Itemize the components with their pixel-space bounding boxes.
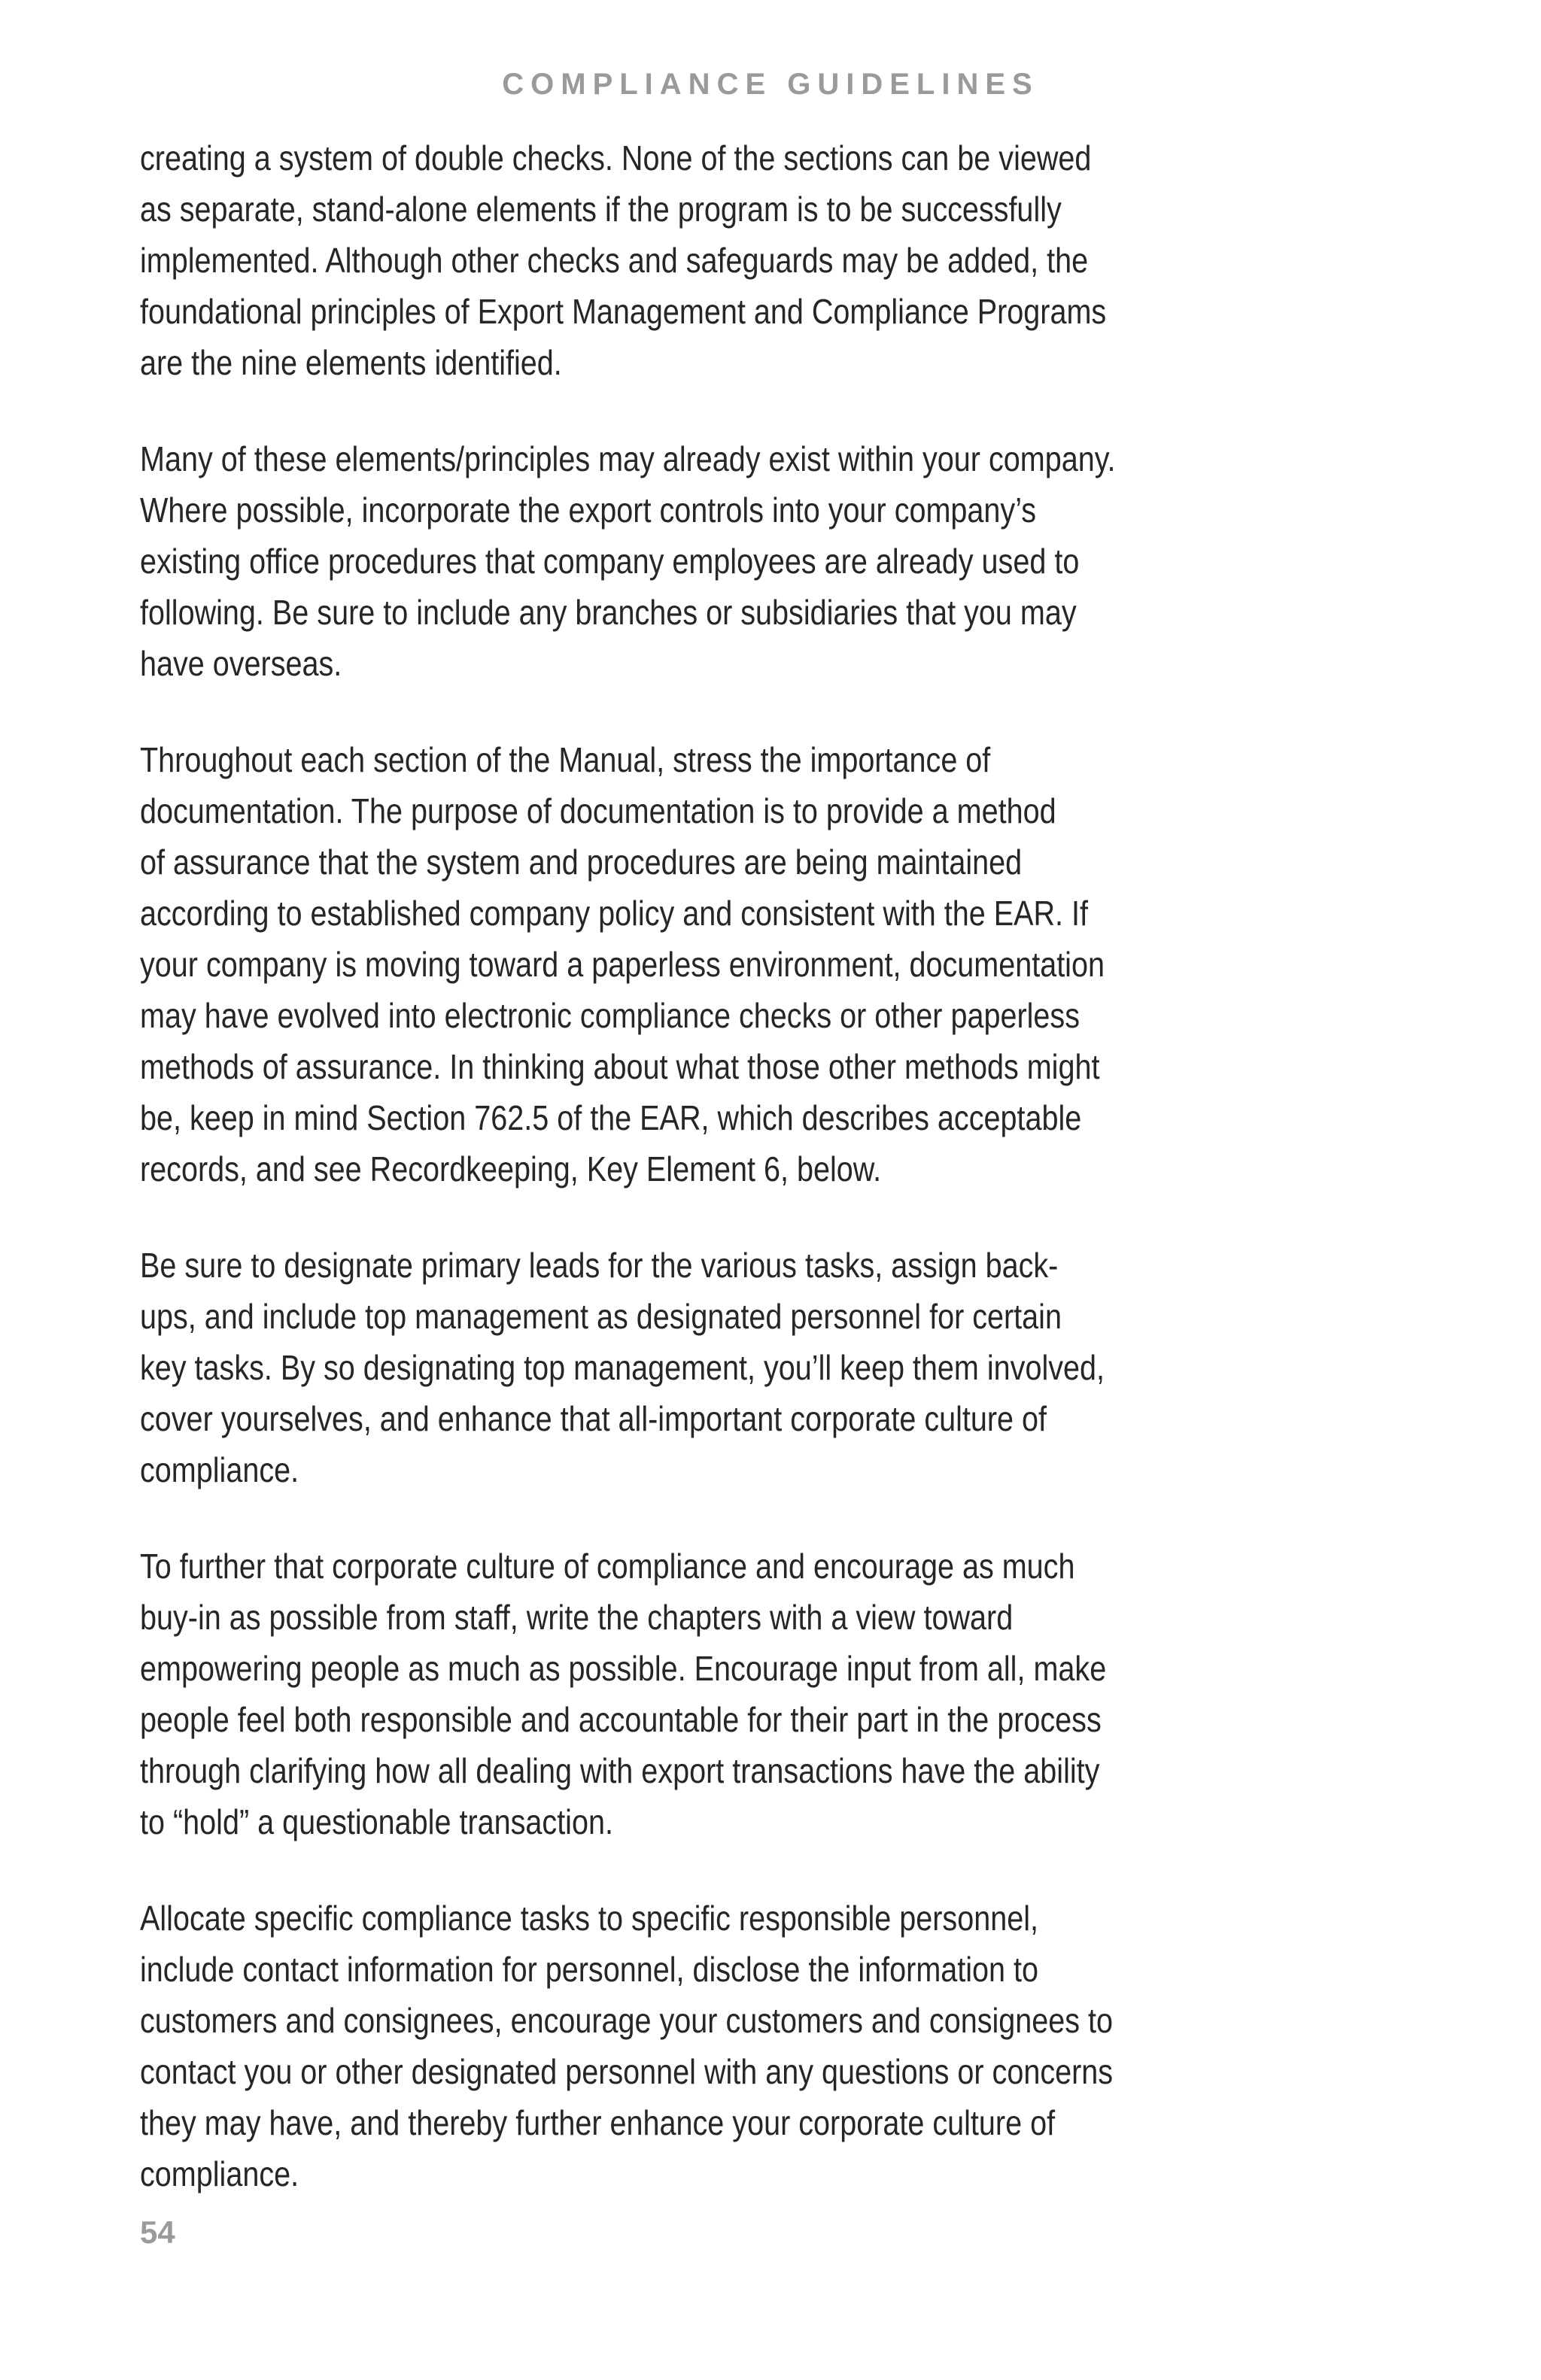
paragraph-3: Throughout each section of the Manual, stress the importance of documentation. The purpose of documentation is to provide a method of assurance that the system and procedures are being maintained according to established company policy and consistent with the EAR. If your company is moving toward a paperless environment, documentation may have evolved into electronic compliance checks or other paperless methods of assurance. In thinking about what those other methods might be, keep in mind Section 762.5 of the EAR, which describes acceptable records, and see Recordkeeping, Key Element 6, below.: [140, 740, 1105, 1188]
body-text: [140, 132, 1392, 2245]
paragraph-2: Many of these elements/principles may already exist within your company. Where possible, incorporate the export controls into your company’s existing office procedures that company employees are already used to following. Be sure to include any branches or subsidiaries that you may have overseas.: [140, 439, 1116, 683]
paragraph-1: creating a system of double checks. None of the sections can be viewed as separate, stand-alone elements if the program is to be successfully implemented. Although other checks and safeguards may be added, the foundational principles of Export Management and Compliance Programs are the nine elements identified.: [140, 138, 1107, 382]
running-header: COMPLIANCE GUIDELINES: [502, 68, 1039, 101]
paragraph-5: To further that corporate culture of compliance and encourage as much buy-in as possible from staff, write the chapters with a view toward empowering people as much as possible. Encourage input from all, make people feel both responsible and accountable for their part in the process through clarifying how all dealing with export transactions have the ability to “hold” a questionable transaction.: [140, 1547, 1107, 1841]
paragraph-6: Allocate specific compliance tasks to specific responsible personnel, include contact information for personnel, disclose the information to customers and consignees, encourage your customers and consignees to contact you or other designated personnel with any questions or concerns they may have, and thereby further enhance your corporate culture of compliance.: [140, 1899, 1114, 2193]
page-number: 54: [140, 2215, 175, 2250]
paragraph-4: Be sure to designate primary leads for the various tasks, assign back- ups, and include top management as designated personnel for certain key tasks. By so designating top management, you’ll keep them involved, cover yourselves, and enhance that all-important corporate culture of compliance.: [140, 1246, 1105, 1489]
